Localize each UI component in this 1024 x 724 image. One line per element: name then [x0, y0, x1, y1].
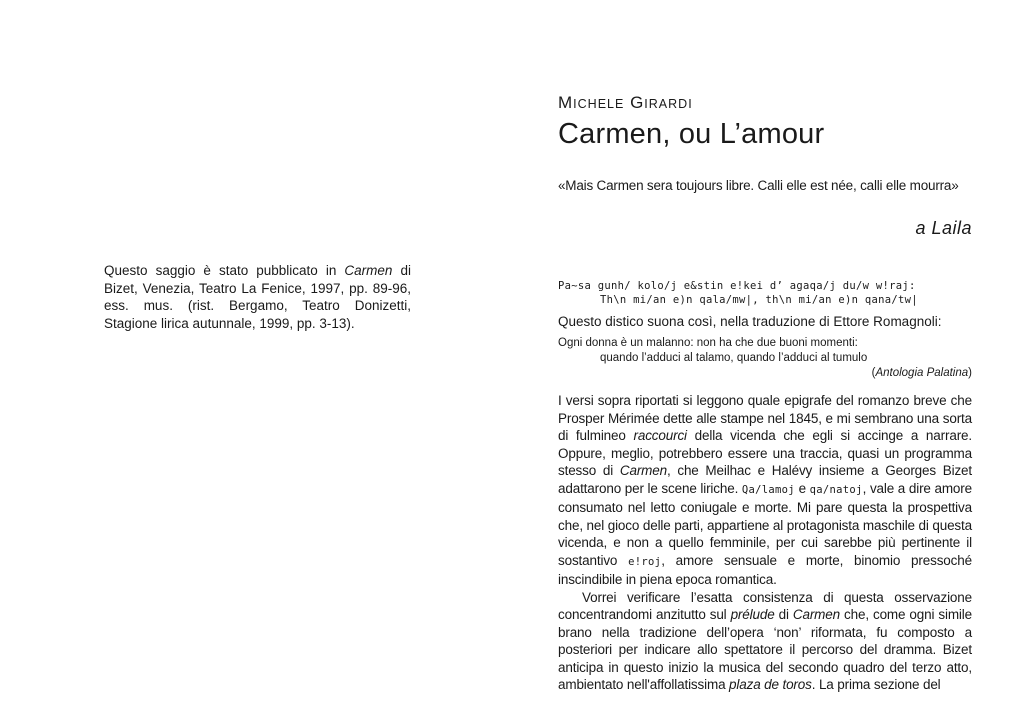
- note-title-italic: Carmen: [344, 263, 393, 278]
- dedication: a Laila: [915, 218, 972, 238]
- p1-text-d: e: [794, 480, 810, 496]
- p1-italic-2: Carmen: [619, 463, 667, 478]
- author-last-initial: G: [630, 93, 645, 112]
- author-last-rest: IRARDI: [644, 97, 693, 111]
- p2-italic-2: Carmen: [792, 607, 840, 622]
- p1-italic-1: raccourci: [633, 428, 687, 443]
- note-text-2: di Bizet, Venezia, Teatro La Fenice, 1997, pp. 89-96, ess. mus. (rist. Bergamo, Teatro Donizetti, Stagione lirica autunnale, 1999, pp. 3-13).: [104, 263, 411, 331]
- author-first-initial: M: [558, 93, 574, 112]
- p1-greek-1: Qa/lamoj: [741, 483, 795, 496]
- p1-text-e: , vale a dire amore consumato nel letto coniugale e morte. Mi pare questa la prospettiva che, nel gioco delle parti, appartiene al protagonista maschile di questa vicenda, e non a quello femminile, per cui sarebbe più pertinente il sostantivo: [558, 480, 972, 568]
- author-name: [558, 90, 972, 117]
- note-text-1: Questo saggio è stato pubblicato in: [104, 263, 345, 278]
- greek-line-1: Pa~sa gunh/ kolo/j e&stin e!kei d’ agaqa/j du/w w!raj:: [558, 280, 916, 292]
- source-title: Antologia Palatina: [875, 367, 969, 379]
- paragraph-2: [558, 589, 972, 694]
- paragraph-1: [558, 392, 972, 589]
- p1-text-a: I versi sopra riportati si leggono quale epigrafe del romanzo breve che Prosper Mérimée dette alle stampe nel 1845, e mi sembrano una sorta di fulmineo: [558, 393, 972, 443]
- translation-intro: Questo distico suona così, nella traduzione di Ettore Romagnoli:: [558, 314, 942, 329]
- source-open: (: [871, 367, 876, 379]
- greek-line-2: Th\n mi/an e)n qala/mw|, th\n mi/an e)n qana/tw|: [600, 294, 918, 306]
- p1-greek-3: e!roj: [628, 555, 662, 568]
- translation-line-1: Ogni donna è un malanno: non ha che due buoni momenti:: [558, 337, 858, 349]
- p2-text-d: . La prima sezione del: [811, 677, 941, 692]
- body-text: [558, 392, 972, 694]
- author-first-rest: ICHELE: [573, 97, 625, 111]
- epigraph-quote: «Mais Carmen sera toujours libre. Calli elle est née, calli elle mourra»: [558, 178, 959, 193]
- article-title: Carmen, ou L’amour: [558, 118, 825, 150]
- p1-text-b: della vicenda che egli si accinge a narrare. Oppure, meglio, potrebbero essere una traccia, quasi un programma stesso di: [558, 428, 972, 478]
- translation-line-2: quando l’adduci al talamo, quando l’adduci al tumulo: [600, 352, 868, 364]
- translation-block: [558, 336, 972, 381]
- p2-italic-3: plaza de toros: [729, 677, 812, 692]
- p2-text-a: Vorrei verificare l’esatta consistenza di questa osservazione concentrandomi anzitutto sul: [558, 589, 972, 622]
- source-close: ): [968, 367, 972, 379]
- p1-text-f: , amore sensuale e morte, binomio pressoché inscindibile in piena epoca romantica.: [558, 552, 972, 587]
- translation-source: [558, 366, 972, 381]
- p1-text-c: , che Meilhac e Halévy insieme a Georges Bizet adattarono per le scene liriche.: [558, 463, 973, 496]
- p2-italic-1: prélude: [730, 607, 775, 622]
- greek-epigraph: [558, 279, 972, 307]
- article-column: [558, 90, 972, 694]
- p2-text-b: di: [774, 607, 793, 622]
- p1-greek-2: qa/natoj: [809, 483, 863, 496]
- p2-text-c: che, come ogni simile brano nella tradizione dell’opera ‘non’ riformata, fu composto a posteriori per indicare allo spettatore il percorso del dramma. Bizet anticipa in questo inizio la musica del secondo quadro del terzo atto, ambientato nell'affollatissima: [558, 607, 972, 692]
- publication-note: [104, 262, 411, 332]
